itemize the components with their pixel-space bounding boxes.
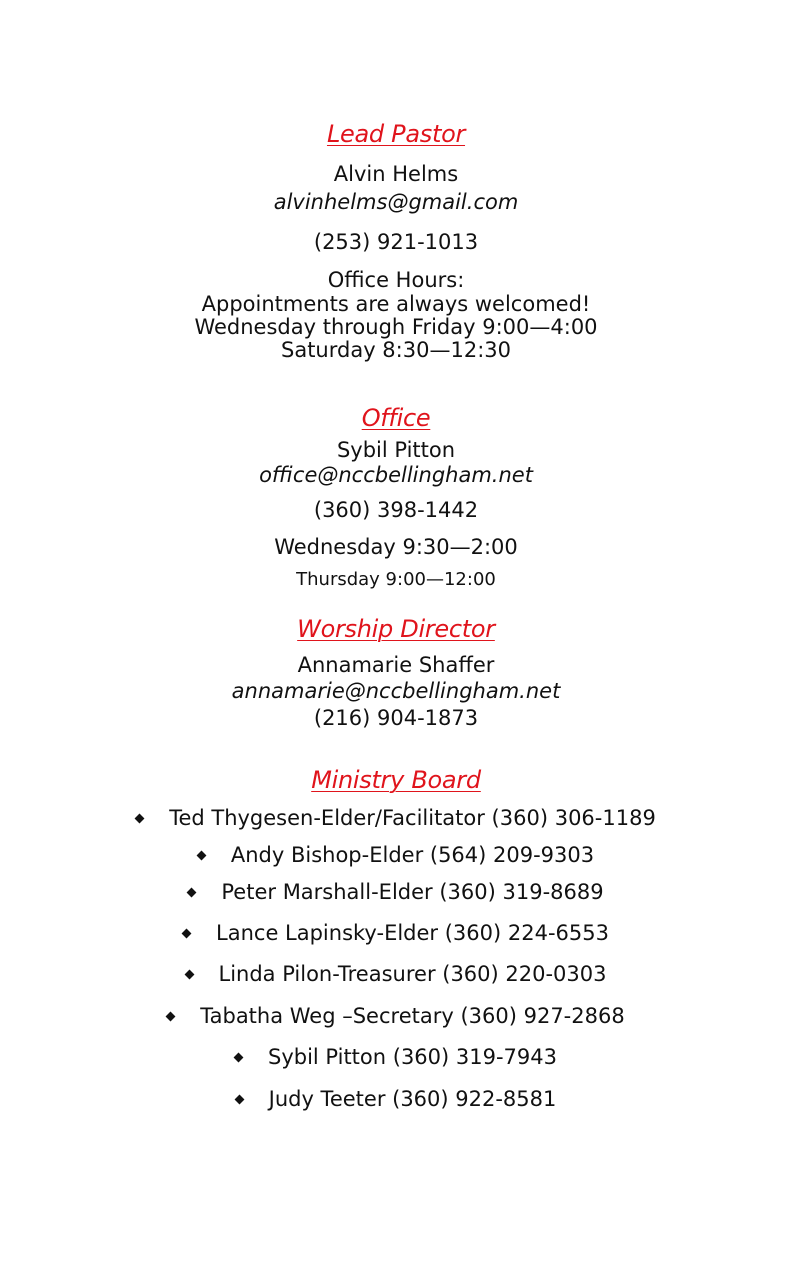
board-member-text: Judy Teeter (360) 922-8581 [268,1087,557,1111]
lead-pastor-heading: Lead Pastor [326,120,466,148]
office-email[interactable]: office@nccbellingham.net [259,463,533,487]
office-name: Sybil Pitton [336,438,456,462]
board-member [0,880,792,904]
office-heading: Office [361,404,431,432]
board-member [0,1045,792,1069]
board-member-text: Linda Pilon-Treasurer (360) 220-0303 [218,962,607,986]
office-phone: (360) 398-1442 [313,498,479,522]
diamond-bullet-icon [182,928,192,938]
worship-director-name: Annamarie Shaffer [297,653,495,677]
lead-pastor-email[interactable]: alvinhelms@gmail.com [273,190,519,214]
worship-director-phone: (216) 904-1873 [313,706,479,730]
lead-pastor-name: Alvin Helms [333,162,459,186]
worship-director-heading: Worship Director [297,615,495,643]
board-member-text: Ted Thygesen-Elder/Facilitator (360) 306-1189 [169,806,656,830]
lead-pastor-phone: (253) 921-1013 [313,230,479,254]
board-member-text: Tabatha Weg –Secretary (360) 927-2868 [200,1004,625,1028]
lead-pastor-hours-label: Office Hours: [327,268,465,292]
board-member [0,843,792,867]
board-member-text: Andy Bishop-Elder (564) 209-9303 [230,843,595,867]
board-member [0,806,792,830]
board-member-text: Sybil Pitton (360) 319-7943 [267,1045,558,1069]
diamond-bullet-icon [187,887,197,897]
office-hours-thursday: Thursday 9:00—12:00 [296,569,496,590]
board-member [0,1004,792,1028]
board-member-text: Lance Lapinsky-Elder (360) 224-6553 [216,921,609,945]
diamond-bullet-icon [234,1094,244,1104]
office-hours-wednesday: Wednesday 9:30—2:00 [274,535,518,559]
lead-pastor-hours-note: Appointments are always welcomed! [201,292,591,316]
board-member-text: Peter Marshall-Elder (360) 319-8689 [221,880,604,904]
diamond-bullet-icon [184,969,194,979]
diamond-bullet-icon [234,1052,244,1062]
worship-director-email[interactable]: annamarie@nccbellingham.net [231,679,561,703]
diamond-bullet-icon [196,850,206,860]
lead-pastor-hours-saturday: Saturday 8:30—12:30 [281,338,511,362]
diamond-bullet-icon [166,1011,176,1021]
board-member [0,921,792,945]
lead-pastor-hours-weekday: Wednesday through Friday 9:00—4:00 [194,315,598,339]
board-member [0,1087,792,1111]
diamond-bullet-icon [135,813,145,823]
ministry-board-heading: Ministry Board [311,766,481,794]
board-member [0,962,792,986]
